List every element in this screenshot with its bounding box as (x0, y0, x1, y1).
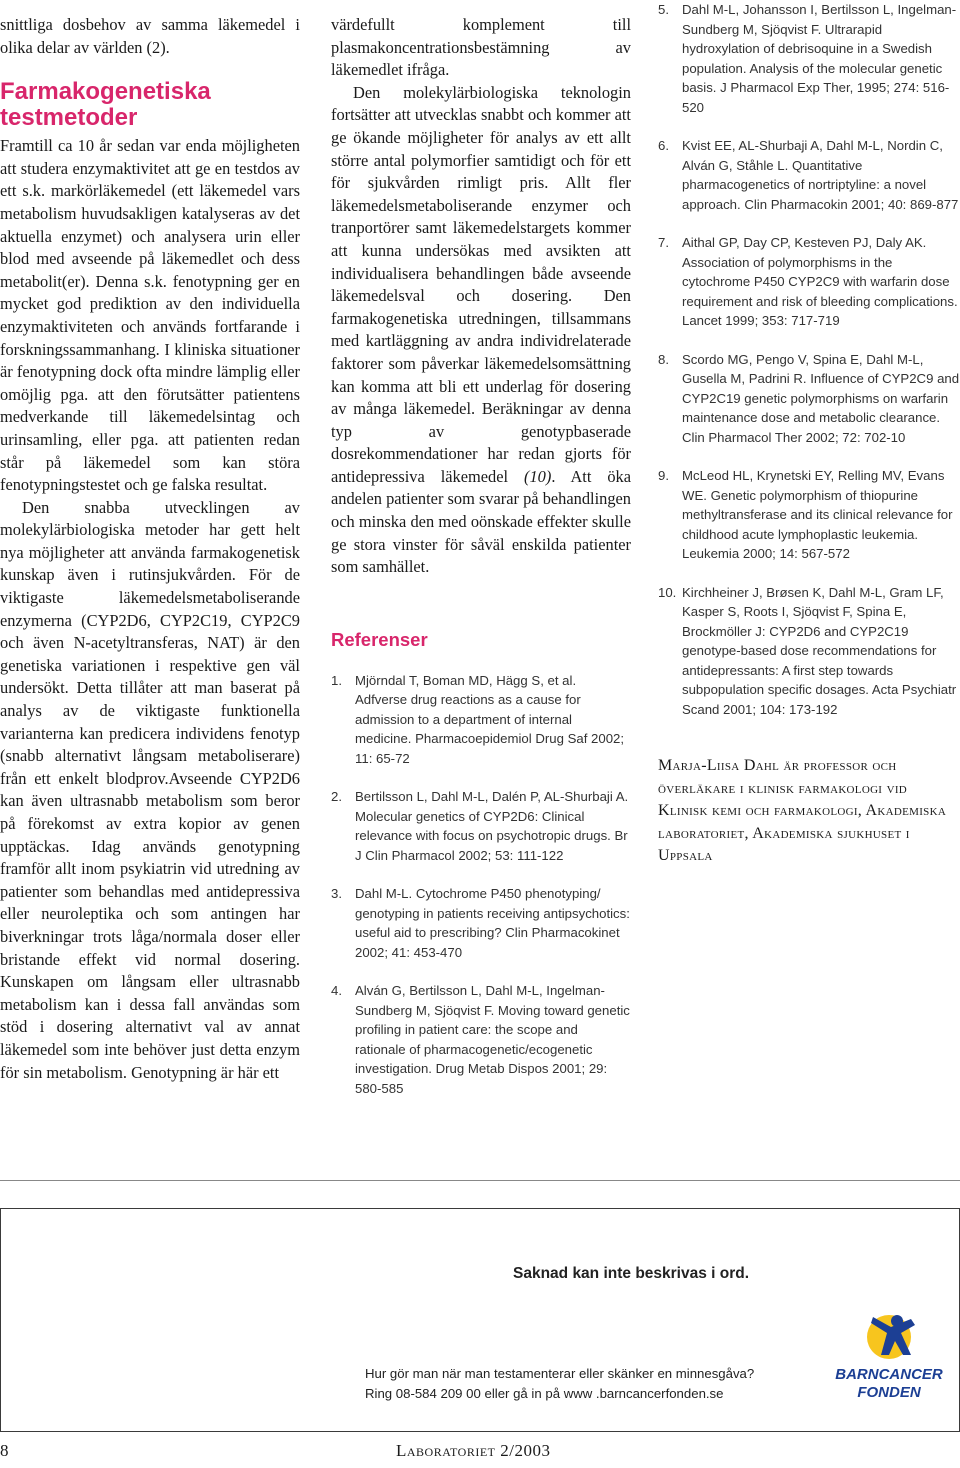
divider-line (0, 1180, 960, 1181)
reference-number: 3. (331, 886, 342, 902)
reference-text: Bertilsson L, Dahl M-L, Dalén P, AL-Shurbaji A. Molecular genetics of CYP2D6: Clinical relevance with focus on psychotropic drugs. Br J Clin Pharmacol 2002; 53: 111-122 (355, 789, 629, 863)
journal-footer: Laboratoriet 2/2003 (396, 1441, 551, 1460)
reference-item (658, 583, 960, 720)
reference-text: Kvist EE, AL-Shurbaji A, Dahl M-L, Nordin C, Alván G, Ståhle L. Quantitative pharmacogenetics of nortriptyline: a novel approach. Clin Pharmacokin 2001; 40: 869-877 (682, 138, 959, 212)
reference-text: Dahl M-L. Cytochrome P450 phenotyping/ genotyping in patients receiving antipsychotics: useful aid to prescribing? Clin Pharmacokinet 2002; 41: 453-470 (355, 886, 630, 960)
advertisement-box (0, 1208, 960, 1432)
paragraph-fenotypning: Framtill ca 10 år sedan var enda möjligheten att studera enzymaktivitet att ge en testdos av ett s.k. markörläkemedel (ett läkemedel vars metabolism huvudsakligen katalyseras av det aktuella enzymet) och analysera urin eller blod med avseende på läkemedlet och dess metabolit(er). Denna s.k. fenotypning ger en mycket god prediktion av den individuella enzymaktiviteten och används fortfarande i forskningssammanhang. I kliniska situationer är fenotypning dock ofta mindre lämplig eller omöjlig pga. att den förutsätter patientens medverkande till läkemedelsintag och urinsamling, eller pga. att patienten redan står på läkemedel som kan störa fenotypningstestet och ge falska resultat. (0, 136, 300, 495)
paragraph-teknologi-text: Den molekylärbiologiska teknologin fortsätter att utvecklas snabbt och kommer att ge ökande möjligheter för analys av ett allt större antal polymorfier samtidigt och för ett för sjukvården rimligt pris. Allt fler läkemedelsmetaboliserande enzymer och tranportörer samt läkemedelstargets kommer att kunna undersökas med avsikten att individualisera behandlingen både avseende läkemedelsval och dosering. Den farmakogenetiska utredningen, tillsammans med kartläggning av andra individrelaterade faktorer som påverkar läkemedelsomsättning kan komma att bli ett underlag för dosering av många läkemedel. Beräkningar av denna typ av genotypbaserade dosrekommendationer har redan gjorts för antidepressiva läkemedel (331, 82, 631, 486)
paragraph-continuation: värdefullt komplement till plasmakoncentrationsbestämning av läkemedlet ifråga. (331, 15, 631, 80)
column-1 (0, 0, 300, 1084)
intro-paragraph: snittliga dosbehov av samma läkemedel i olika delar av världen (2). (0, 15, 300, 57)
reference-number: 6. (658, 138, 669, 153)
column-2 (331, 0, 631, 1117)
citation-10: (10) (524, 466, 552, 486)
reference-text: Aithal GP, Day CP, Kesteven PJ, Daly AK. Association of polymorphisms in the cytochrome P450 CYP2C9 with warfarin dose requirement and risk of bleeding complications. Lancet 1999; 353: 717-719 (682, 235, 958, 328)
logo-word-1: BARNCANCER (835, 1366, 943, 1383)
references-heading: Referenser (331, 628, 428, 650)
reference-number: 9. (658, 468, 669, 483)
reference-item (658, 0, 960, 117)
ad-title: Saknad kan inte beskrivas i ord. (513, 1265, 750, 1282)
ad-text-line-2: Ring 08-584 209 00 eller gå in på www .barncancerfonden.se (365, 1386, 724, 1401)
reference-number: 2. (331, 789, 342, 805)
reference-item (658, 466, 960, 564)
reference-text: Dahl M-L, Johansson I, Bertilsson L, Ingelman-Sundberg M, Sjöqvist F. Ultrarapid hydroxylation of debrisoquine in a Swedish population. Analysis of the molecular genetic basis. J Pharmacol Exp Ther, 1995; 274: 516-520 (682, 2, 957, 115)
reference-text: Mjörndal T, Boman MD, Hägg S, et al. Adfverse drug reactions as a cause for admission to a department of internal medicine. Pharmacoepidemiol Drug Saf 2002; 11: 65-72 (355, 672, 625, 766)
reference-item (658, 136, 960, 214)
column-1-text (0, 14, 300, 59)
column-3 (658, 0, 960, 868)
reference-number: 10. (658, 584, 677, 600)
reference-text: Kirchheiner J, Brøsen K, Dahl M-L, Gram LF, Kasper S, Roots I, Sjöqvist F, Spina E, Brockmöller J: CYP2D6 and CYP2C19 genotype-based dose recommendations for antidepressants: A first step towards subpopulation specific dosages. Acta Psychiatr Scand 2001; 104: 173-192 (682, 584, 957, 717)
reference-number: 5. (658, 2, 669, 17)
barncancerfonden-logo-icon (833, 1299, 945, 1411)
column-1-body (0, 135, 300, 1084)
reference-text: Alván G, Bertilsson L, Dahl M-L, Ingelman-Sundberg M, Sjöqvist F. Moving toward genetic profiling in patient care: the scope and rationale of pharmacogenetic/ecogenetic investigation. Drug Metab Dispos 2001; 29: 580-585 (355, 983, 630, 1096)
reference-text: Scordo MG, Pengo V, Spina E, Dahl M-L, Gusella M, Padrini R. Influence of CYP2C9 and CYP2C19 genetic polymorphisms on warfarin maintenance dose and metabolic clearance. Clin Pharmacol Ther 2002; 72: 702-10 (682, 351, 960, 445)
section-heading: Farmakogenetiska testmetoder (0, 78, 211, 132)
reference-number: 8. (658, 351, 669, 367)
column-2-body (331, 14, 631, 579)
paragraph-genotypning: Den snabba utvecklingen av molekylärbiologiska metoder har gett helt nya möjligheter att använda farmakogenetisk kunskap även i rutinsjukvården. För de viktigaste läkemedelsmetaboliserande enzymerna (CYP2D6, CYP2C19, CYP2C9 och även N-acetyltransferas, NAT) är den genetiska variationen i respektive gen väl undersökt. Detta tillåter att man baserat på analys av de viktigaste funktionella varianterna kan predicera individens fenotyp (snabb alternativt långsam metaboliserare) från ett enkelt blodprov.Avseende CYP2D6 kan även ultrasnabb metabolism som beror på förekomst av extra kopior av genen upptäckas. Idag används genotypning framför allt inom psykiatrin vid utredning av patienter som behandlas med antidepressiva eller neuroleptika och som antingen har biverkningar trots låga/normala doser eller bristande effekt vid normal dosering. Kunskapen om långsam eller ultrasnabb metabolism kan i dessa fall användas som stöd i dosering alternativt val av annat läkemedel som inte behöver just detta enzym för sin metabolism. Genotypning är här ett (0, 497, 300, 1082)
logo-word-2: FONDEN (857, 1384, 921, 1401)
paragraph-teknologi-end: . Att öka andelen patienter som svarar på behandlingen och minska den med oönskade effekter skulle ge stora vinster för såväl enskilda patienter som samhället. (331, 466, 631, 577)
reference-item (658, 233, 960, 331)
reference-item (331, 884, 631, 962)
paragraph-teknologi (331, 82, 631, 579)
author-note: Marja-Liisa Dahl är professor och överläkare i klinisk farmakologi vid Klinisk kemi och farmakologi, Akademiska laboratoriet, Akademiska sjukhuset i Uppsala (658, 757, 947, 864)
reference-item (331, 981, 631, 1098)
reference-item (658, 350, 960, 448)
reference-list-2 (658, 0, 960, 719)
reference-number: 4. (331, 983, 342, 999)
reference-item (331, 671, 631, 769)
ad-text-line-1: Hur gör man när man testamenterar eller skänker en minnesgåva? (365, 1366, 755, 1381)
reference-text: McLeod HL, Krynetski EY, Relling MV, Evans WE. Genetic polymorphism of thiopurine methyltransferase and its clinical relevance for childhood acute lymphoplastic leukemia. Leukemia 2000; 14: 567-572 (682, 468, 953, 561)
page-number: 8 (0, 1441, 9, 1460)
reference-number: 7. (658, 235, 669, 250)
reference-number: 1. (331, 672, 342, 688)
reference-list-1 (331, 671, 631, 1099)
reference-item (331, 787, 631, 865)
